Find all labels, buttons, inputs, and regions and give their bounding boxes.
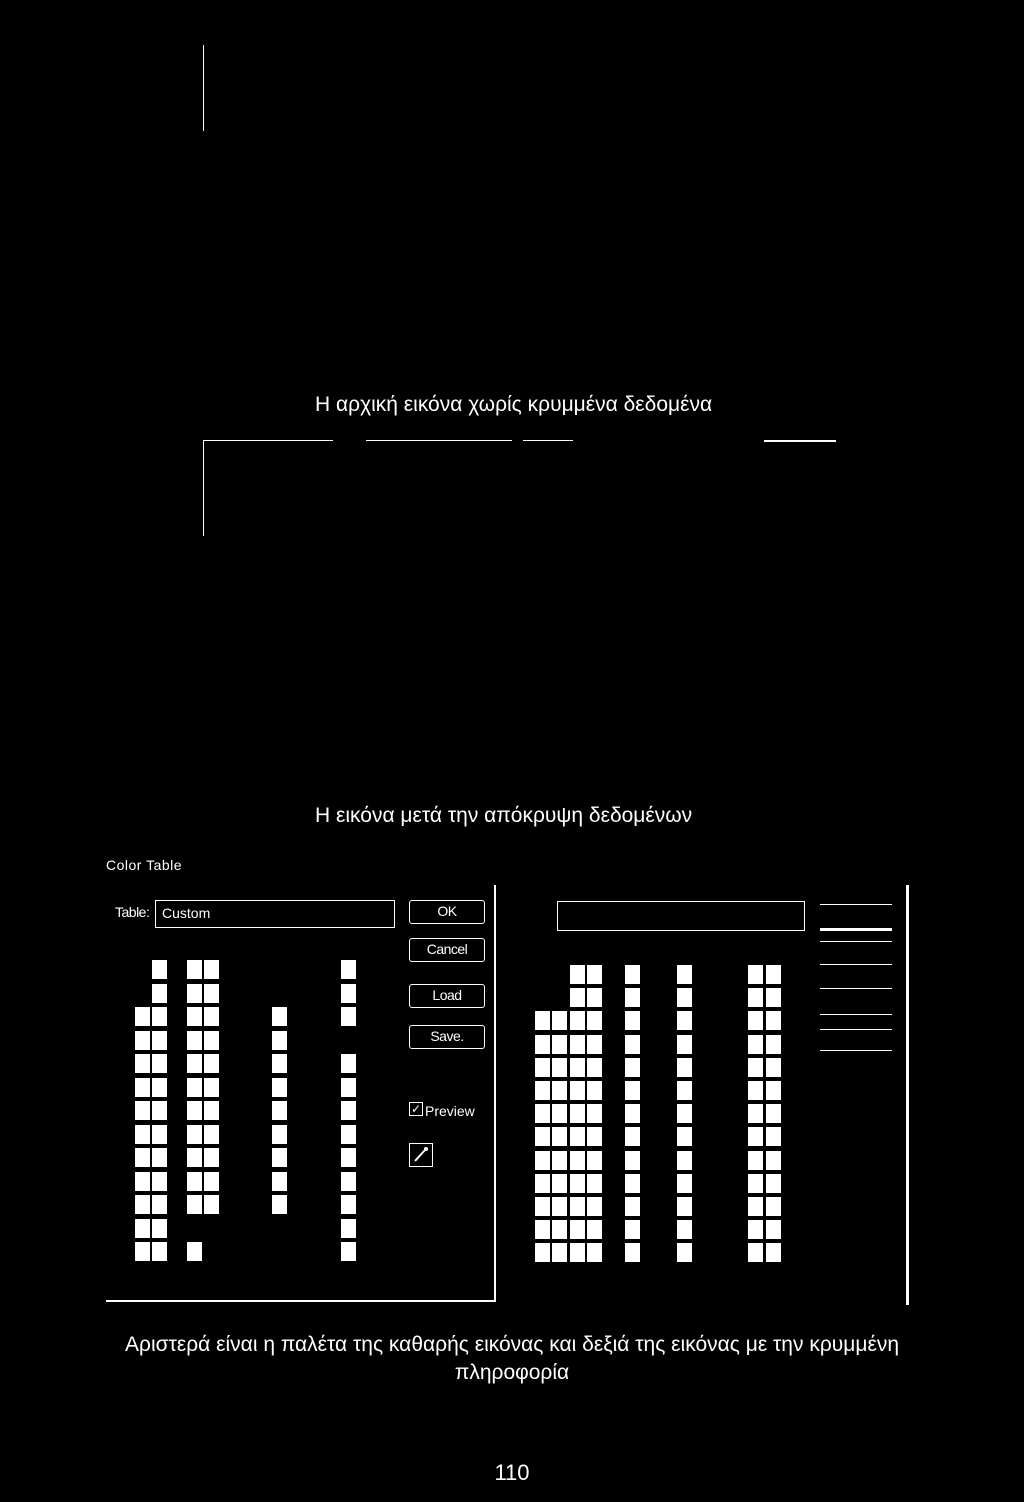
palette-swatch	[272, 1195, 287, 1214]
button-outline	[820, 1050, 892, 1051]
palette-swatch	[587, 1035, 602, 1054]
palette-swatch	[625, 965, 640, 984]
panel-separator	[906, 885, 909, 1305]
palette-swatch	[552, 1035, 567, 1054]
palette-swatch	[552, 1197, 567, 1216]
palette-swatch	[152, 1172, 167, 1191]
page-number: 110	[494, 1460, 530, 1485]
palette-swatch	[570, 1197, 585, 1216]
panel-separator	[494, 885, 496, 1302]
palette-swatch	[625, 1243, 640, 1262]
ok-button[interactable]: OK	[409, 900, 485, 924]
palette-swatch	[535, 1104, 550, 1123]
save-button[interactable]: Save.	[409, 1025, 485, 1049]
palette-swatch	[587, 1197, 602, 1216]
palette-swatch	[625, 1197, 640, 1216]
palette-swatch	[152, 1125, 167, 1144]
palette-swatch	[677, 1058, 692, 1077]
palette-swatch	[204, 1148, 219, 1167]
palette-swatch	[748, 1081, 763, 1100]
button-outline	[820, 988, 892, 989]
palette-swatch	[272, 1148, 287, 1167]
palette-swatch	[135, 1242, 150, 1261]
palette-swatch	[625, 1151, 640, 1170]
palette-swatch	[272, 1101, 287, 1120]
palette-swatch	[341, 1148, 356, 1167]
palette-swatch	[552, 1151, 567, 1170]
button-outline	[820, 928, 892, 931]
stego-palette-grid	[535, 965, 785, 1270]
palette-swatch	[587, 1104, 602, 1123]
palette-swatch	[204, 1172, 219, 1191]
palette-swatch	[535, 1151, 550, 1170]
palette-swatch	[187, 1101, 202, 1120]
palette-swatch	[135, 1078, 150, 1097]
palette-swatch	[187, 1054, 202, 1073]
palette-swatch	[677, 1035, 692, 1054]
preview-checkbox[interactable]: ✓	[410, 1102, 422, 1116]
button-outline	[820, 941, 892, 942]
palette-swatch	[587, 965, 602, 984]
palette-swatch	[587, 1127, 602, 1146]
frame-line	[203, 440, 333, 441]
palette-swatch	[152, 1054, 167, 1073]
preview-label: Preview	[425, 1103, 475, 1119]
frame-line	[203, 440, 204, 536]
palette-swatch	[535, 1127, 550, 1146]
palette-swatch	[570, 1035, 585, 1054]
palette-swatch	[677, 1011, 692, 1030]
palette-swatch	[625, 1011, 640, 1030]
palette-swatch	[204, 960, 219, 979]
table-select[interactable]	[155, 900, 395, 928]
palette-swatch	[272, 1031, 287, 1050]
palette-swatch	[677, 1220, 692, 1239]
palette-swatch	[187, 1078, 202, 1097]
palette-swatch	[152, 984, 167, 1003]
bottom-caption-line-2: πληροφορία	[454, 1361, 570, 1384]
palette-swatch	[625, 988, 640, 1007]
button-outline	[820, 964, 892, 965]
cancel-button[interactable]: Cancel	[409, 938, 485, 962]
palette-swatch	[552, 1174, 567, 1193]
palette-swatch	[135, 1195, 150, 1214]
palette-swatch	[766, 988, 781, 1007]
palette-swatch	[341, 1195, 356, 1214]
button-outline	[820, 1029, 892, 1030]
top-rule	[203, 45, 204, 131]
palette-swatch	[748, 965, 763, 984]
palette-swatch	[152, 1007, 167, 1026]
palette-swatch	[535, 1081, 550, 1100]
palette-swatch	[587, 1220, 602, 1239]
palette-swatch	[766, 1220, 781, 1239]
button-outline	[820, 904, 892, 905]
palette-swatch	[535, 1243, 550, 1262]
palette-swatch	[187, 1125, 202, 1144]
stego-image-caption: Η εικόνα μετά την απόκρυψη δεδομένων	[315, 804, 693, 827]
palette-swatch	[187, 984, 202, 1003]
palette-swatch	[204, 1078, 219, 1097]
palette-swatch	[341, 1078, 356, 1097]
palette-swatch	[748, 1197, 763, 1216]
palette-swatch	[152, 1219, 167, 1238]
stego-table-field	[557, 901, 805, 931]
palette-swatch	[552, 1104, 567, 1123]
palette-swatch	[748, 1174, 763, 1193]
palette-swatch	[587, 1243, 602, 1262]
palette-swatch	[204, 984, 219, 1003]
palette-swatch	[766, 1243, 781, 1262]
palette-swatch	[677, 1151, 692, 1170]
palette-swatch	[204, 1195, 219, 1214]
panel-bottom-rule	[106, 1300, 496, 1302]
load-button[interactable]: Load	[409, 984, 485, 1008]
palette-swatch	[204, 1007, 219, 1026]
palette-swatch	[552, 1011, 567, 1030]
palette-swatch	[272, 1125, 287, 1144]
palette-swatch	[204, 1031, 219, 1050]
palette-swatch	[535, 1174, 550, 1193]
palette-swatch	[135, 1148, 150, 1167]
palette-swatch	[152, 1031, 167, 1050]
palette-swatch	[625, 1081, 640, 1100]
palette-swatch	[570, 1011, 585, 1030]
palette-swatch	[187, 1031, 202, 1050]
palette-swatch	[204, 1101, 219, 1120]
palette-swatch	[341, 1172, 356, 1191]
frame-line	[366, 440, 512, 441]
palette-swatch	[187, 1148, 202, 1167]
palette-swatch	[766, 1058, 781, 1077]
palette-swatch	[625, 1104, 640, 1123]
palette-swatch	[341, 1054, 356, 1073]
palette-swatch	[625, 1127, 640, 1146]
palette-swatch	[748, 1104, 763, 1123]
palette-swatch	[152, 960, 167, 979]
palette-swatch	[570, 965, 585, 984]
dialog-title: Color Table	[106, 857, 183, 873]
palette-swatch	[748, 1035, 763, 1054]
palette-swatch	[677, 1081, 692, 1100]
palette-swatch	[535, 1035, 550, 1054]
eyedropper-icon[interactable]	[409, 1143, 433, 1167]
palette-swatch	[535, 1011, 550, 1030]
palette-swatch	[570, 1104, 585, 1123]
palette-swatch	[625, 1174, 640, 1193]
palette-swatch	[204, 1125, 219, 1144]
palette-swatch	[748, 1058, 763, 1077]
palette-swatch	[677, 1197, 692, 1216]
palette-swatch	[677, 1104, 692, 1123]
palette-swatch	[677, 988, 692, 1007]
palette-swatch	[135, 1007, 150, 1026]
palette-swatch	[341, 984, 356, 1003]
frame-line	[764, 440, 836, 442]
palette-swatch	[677, 1127, 692, 1146]
palette-swatch	[587, 1011, 602, 1030]
palette-swatch	[152, 1078, 167, 1097]
palette-swatch	[625, 1220, 640, 1239]
palette-swatch	[187, 960, 202, 979]
palette-swatch	[152, 1101, 167, 1120]
palette-swatch	[187, 1195, 202, 1214]
palette-swatch	[570, 1220, 585, 1239]
palette-swatch	[766, 1081, 781, 1100]
palette-swatch	[677, 1174, 692, 1193]
palette-swatch	[677, 965, 692, 984]
palette-swatch	[766, 1104, 781, 1123]
palette-swatch	[341, 1125, 356, 1144]
palette-swatch	[570, 1058, 585, 1077]
palette-swatch	[535, 1058, 550, 1077]
palette-swatch	[570, 1151, 585, 1170]
palette-swatch	[204, 1054, 219, 1073]
palette-swatch	[135, 1125, 150, 1144]
palette-swatch	[187, 1007, 202, 1026]
palette-swatch	[570, 1174, 585, 1193]
button-outline	[820, 1014, 892, 1015]
palette-swatch	[748, 988, 763, 1007]
palette-swatch	[748, 1243, 763, 1262]
palette-swatch	[587, 1058, 602, 1077]
palette-swatch	[766, 1011, 781, 1030]
palette-swatch	[552, 1081, 567, 1100]
palette-swatch	[135, 1031, 150, 1050]
original-image-caption: Η αρχική εικόνα χωρίς κρυμμένα δεδομένα	[315, 393, 713, 416]
palette-swatch	[272, 1007, 287, 1026]
palette-swatch	[552, 1243, 567, 1262]
palette-swatch	[187, 1172, 202, 1191]
palette-swatch	[341, 1007, 356, 1026]
palette-swatch	[570, 1081, 585, 1100]
palette-swatch	[552, 1058, 567, 1077]
palette-swatch	[152, 1195, 167, 1214]
palette-swatch	[272, 1054, 287, 1073]
palette-swatch	[552, 1220, 567, 1239]
palette-swatch	[766, 965, 781, 984]
palette-swatch	[587, 988, 602, 1007]
palette-swatch	[152, 1148, 167, 1167]
palette-swatch	[766, 1151, 781, 1170]
palette-swatch	[748, 1011, 763, 1030]
palette-swatch	[341, 1219, 356, 1238]
palette-swatch	[766, 1197, 781, 1216]
table-label: Table:	[115, 904, 150, 920]
frame-line	[523, 440, 573, 441]
palette-swatch	[587, 1174, 602, 1193]
palette-swatch	[535, 1220, 550, 1239]
table-select-value: Custom	[162, 905, 211, 921]
palette-swatch	[272, 1078, 287, 1097]
palette-swatch	[341, 1101, 356, 1120]
palette-swatch	[152, 1242, 167, 1261]
palette-swatch	[625, 1035, 640, 1054]
palette-swatch	[766, 1127, 781, 1146]
palette-swatch	[341, 1242, 356, 1261]
palette-swatch	[748, 1220, 763, 1239]
palette-swatch	[135, 1219, 150, 1238]
palette-swatch	[748, 1127, 763, 1146]
palette-swatch	[535, 1197, 550, 1216]
palette-swatch	[570, 988, 585, 1007]
palette-swatch	[570, 1127, 585, 1146]
bottom-caption	[0, 1331, 1024, 1387]
palette-swatch	[677, 1243, 692, 1262]
palette-swatch	[272, 1172, 287, 1191]
palette-swatch	[587, 1151, 602, 1170]
palette-swatch	[135, 1172, 150, 1191]
palette-swatch	[748, 1151, 763, 1170]
clean-palette-grid	[135, 960, 365, 1265]
palette-swatch	[187, 1242, 202, 1261]
palette-swatch	[766, 1174, 781, 1193]
palette-swatch	[625, 1058, 640, 1077]
palette-swatch	[766, 1035, 781, 1054]
palette-swatch	[135, 1054, 150, 1073]
palette-swatch	[135, 1101, 150, 1120]
palette-swatch	[341, 960, 356, 979]
palette-swatch	[587, 1081, 602, 1100]
palette-swatch	[570, 1243, 585, 1262]
palette-swatch	[552, 1127, 567, 1146]
bottom-caption-line-1: Αριστερά είναι η παλέτα της καθαρής εικόνας και δεξιά της εικόνας με την κρυμμένη	[125, 1333, 899, 1356]
